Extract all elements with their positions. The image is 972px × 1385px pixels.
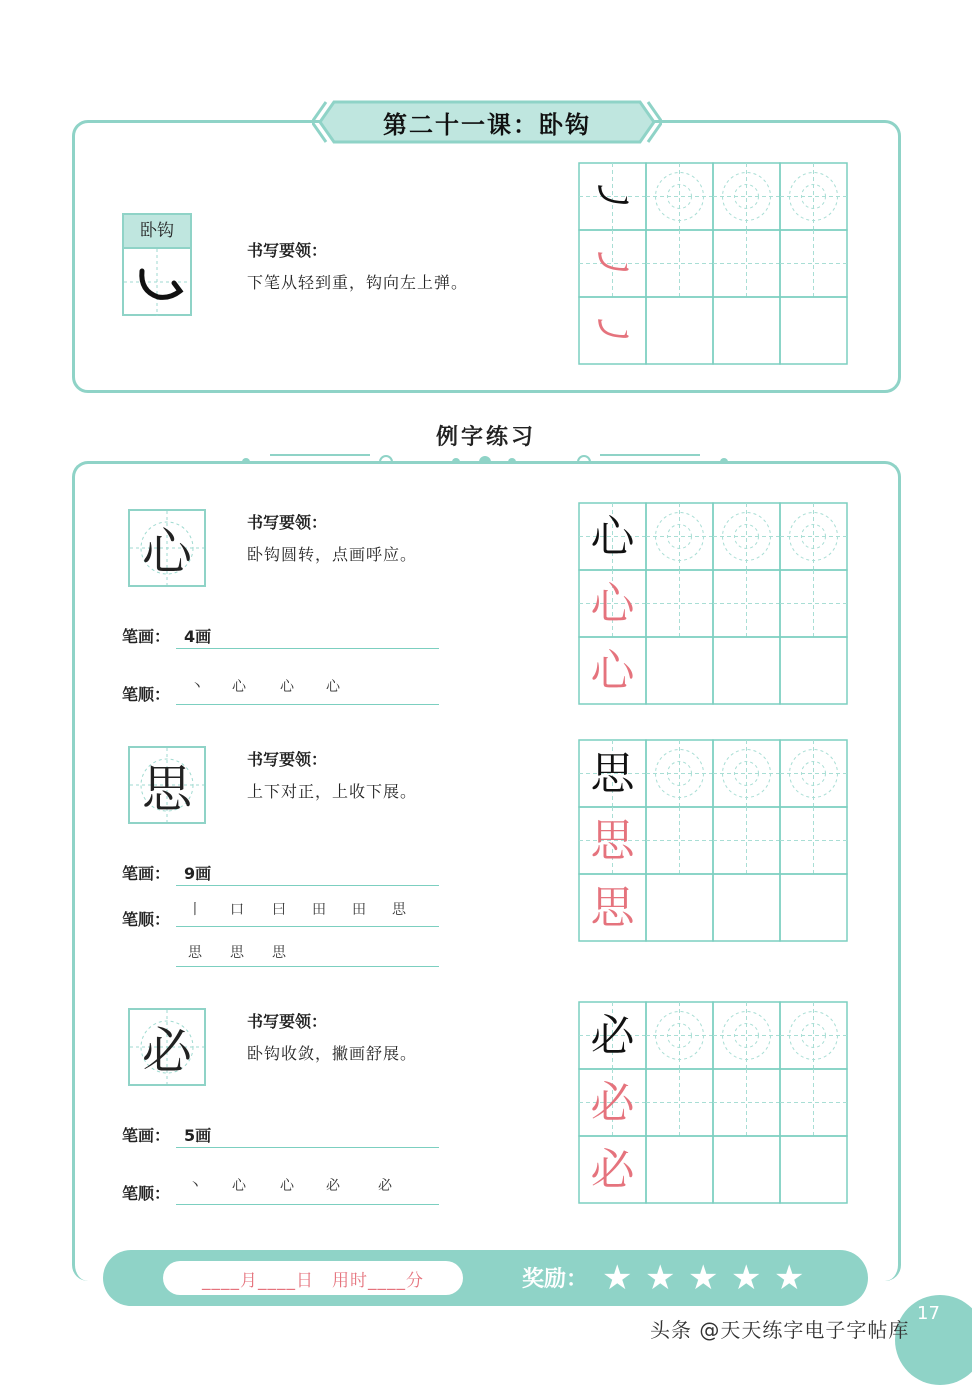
stroke-order-step: 思 xyxy=(188,945,202,961)
trace-char: 必 xyxy=(590,1077,635,1129)
stroke-order-step: 丨 xyxy=(188,902,202,918)
star-icon[interactable]: ★ xyxy=(602,1258,633,1298)
stroke-order-step: 心 xyxy=(326,679,340,695)
model-char: ㇃ xyxy=(590,171,635,223)
stroke-order-step: 思 xyxy=(230,945,244,961)
trace-char: 思 xyxy=(590,882,635,934)
lesson-title: 第二十一课：卧钩 xyxy=(383,110,591,139)
stroke-count-label: 笔画： xyxy=(122,627,171,646)
example-char-box xyxy=(128,746,206,824)
stroke-order-label: 笔顺： xyxy=(122,910,171,929)
example-char: 心 xyxy=(142,523,192,581)
stroke-order-step: 田 xyxy=(312,902,326,918)
stroke-order-step: 丶 xyxy=(188,1178,202,1194)
trace-char: 心 xyxy=(590,645,635,697)
underline xyxy=(176,926,439,927)
practice-grid-3 xyxy=(578,1001,850,1206)
stroke-card-label: 卧钩 xyxy=(124,215,190,249)
lesson-tip-text: 下笔从轻到重，钩向左上弹。 xyxy=(247,273,469,292)
trace-char: 必 xyxy=(590,1144,635,1196)
stroke-count-value: 9画 xyxy=(184,864,212,883)
trace-char: ㇃ xyxy=(590,305,635,357)
item-tip-heading: 书写要领： xyxy=(247,750,328,769)
lesson-title-banner xyxy=(312,100,662,144)
watermark: 头条 @天天练字电子字帖库 xyxy=(650,1318,910,1342)
example-char: 必 xyxy=(142,1022,192,1080)
item-tip-text: 卧钩收敛，撇画舒展。 xyxy=(247,1044,418,1063)
stroke-count-label: 笔画： xyxy=(122,864,171,883)
stroke-order-label: 笔顺： xyxy=(122,685,171,704)
trace-char: 心 xyxy=(590,578,635,630)
stroke-count-value: 5画 xyxy=(184,1126,212,1145)
reward-label: 奖励： xyxy=(522,1267,589,1292)
example-char: 思 xyxy=(142,760,192,818)
section-title: 例字练习 xyxy=(435,425,536,450)
trace-char: 思 xyxy=(590,815,635,867)
stroke-card-grid xyxy=(124,249,190,316)
stroke-order-step: 心 xyxy=(232,679,246,695)
star-icon[interactable]: ★ xyxy=(688,1258,719,1298)
practice-grid-1 xyxy=(578,502,850,707)
model-char: 心 xyxy=(590,511,635,563)
stroke-order-step: 必 xyxy=(378,1178,392,1194)
wogou-stroke-icon xyxy=(142,271,180,297)
stroke-order-step: 心 xyxy=(280,679,294,695)
underline xyxy=(176,1147,439,1148)
underline xyxy=(176,966,439,967)
model-char: 必 xyxy=(590,1010,635,1062)
lesson-practice-grid xyxy=(578,162,850,367)
star-icon[interactable]: ★ xyxy=(645,1258,676,1298)
underline xyxy=(176,704,439,705)
stroke-count-value: 4画 xyxy=(184,627,212,646)
example-char-box xyxy=(128,1008,206,1086)
underline xyxy=(176,648,439,649)
stroke-order-step: 口 xyxy=(230,902,244,918)
stroke-count-label: 笔画： xyxy=(122,1126,171,1145)
underline xyxy=(176,885,439,886)
stroke-order-step: 曰 xyxy=(272,902,286,918)
stroke-order-label: 笔顺： xyxy=(122,1184,171,1203)
page-number: 17 xyxy=(917,1303,940,1324)
stroke-order-step: 思 xyxy=(272,945,286,961)
date-time-field[interactable]: ____月____日 用时____分 xyxy=(163,1261,463,1295)
stroke-order-step: 必 xyxy=(326,1178,340,1194)
stroke-order-step: 田 xyxy=(352,902,366,918)
underline xyxy=(176,1204,439,1205)
lesson-tip-heading: 书写要领： xyxy=(247,241,328,260)
item-tip-heading: 书写要领： xyxy=(247,513,328,532)
item-tip-heading: 书写要领： xyxy=(247,1012,328,1031)
stroke-card xyxy=(122,213,192,316)
star-icon[interactable]: ★ xyxy=(774,1258,805,1298)
stroke-order-step: 丶 xyxy=(190,679,204,695)
stroke-order-step: 思 xyxy=(392,902,406,918)
model-char: 思 xyxy=(590,748,635,800)
star-icon[interactable]: ★ xyxy=(731,1258,762,1298)
item-tip-text: 上下对正，上收下展。 xyxy=(247,782,418,801)
trace-char: ㇃ xyxy=(590,238,635,290)
stroke-order-step: 心 xyxy=(232,1178,246,1194)
item-tip-text: 卧钩圆转，点画呼应。 xyxy=(247,545,418,564)
practice-grid-2 xyxy=(578,739,850,944)
example-char-box xyxy=(128,509,206,587)
stroke-order-step: 心 xyxy=(280,1178,294,1194)
